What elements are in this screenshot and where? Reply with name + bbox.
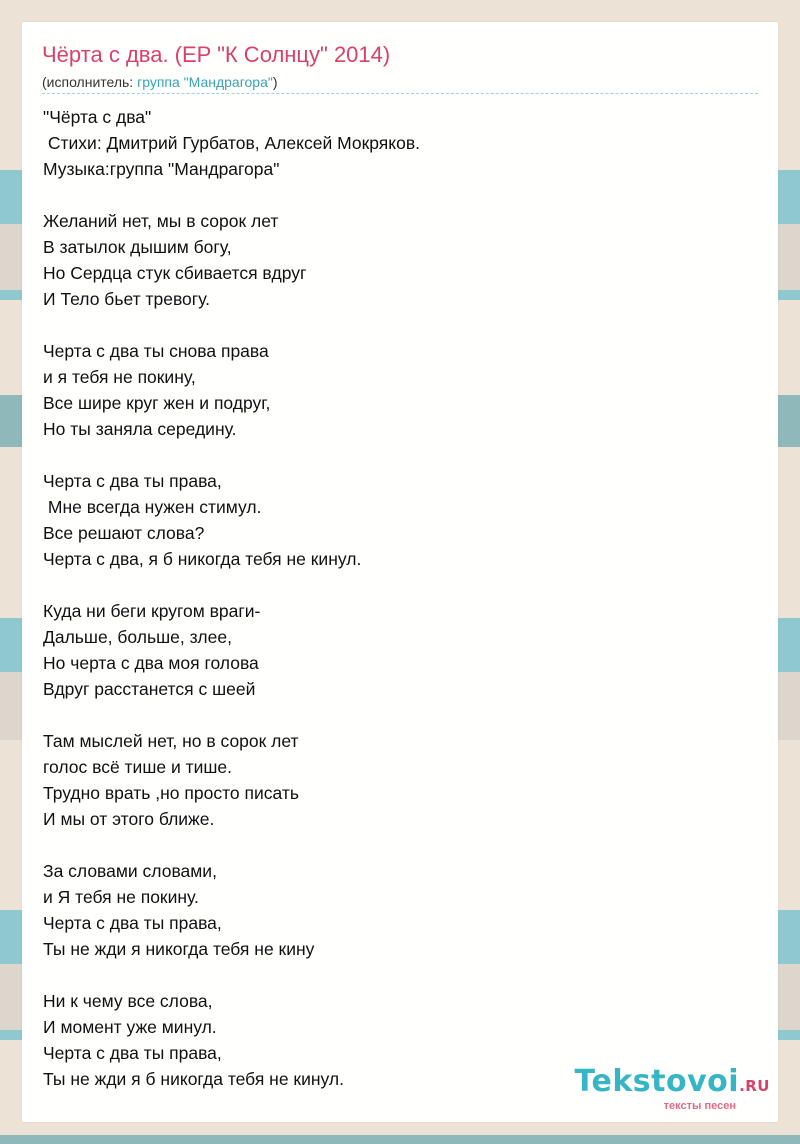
lyric-line: Мне всегда нужен стимул. — [43, 497, 262, 517]
artist-suffix: ) — [272, 74, 278, 90]
lyric-line: Музыка:группа "Мандрагора" — [43, 159, 280, 179]
lyric-line: Но черта с два моя голова — [43, 653, 259, 673]
lyric-line: И момент уже минул. — [43, 1017, 217, 1037]
lyric-line: Но Сердца стук сбивается вдруг — [43, 263, 307, 283]
lyric-line: Ни к чему все слова, — [43, 991, 213, 1011]
stanza — [43, 728, 758, 832]
lyric-line: и я тебя не покину, — [43, 367, 196, 387]
divider — [42, 93, 758, 94]
lyric-line: Все решают слова? — [43, 523, 205, 543]
logo-domain: .RU — [739, 1077, 770, 1095]
logo-wordmark — [575, 1066, 770, 1102]
lyric-line: В затылок дышим богу, — [43, 237, 232, 257]
stanza — [43, 338, 758, 442]
song-title: Чёрта с два. (EP "К Солнцу" 2014) — [42, 42, 391, 67]
lyric-line: Черта с два ты права, — [43, 471, 222, 491]
lyric-line: Ты не жди я б никогда тебя не кинул. — [43, 1069, 344, 1089]
lyric-line: И мы от этого ближе. — [43, 809, 215, 829]
lyric-line: За словами словами, — [43, 861, 217, 881]
lyric-line: Там мыслей нет, но в сорок лет — [43, 731, 299, 751]
stanza — [43, 598, 758, 702]
stanza — [43, 208, 758, 312]
lyric-line: Ты не жди я никогда тебя не кину — [43, 939, 315, 959]
stanza — [43, 104, 758, 182]
lyric-line: Желаний нет, мы в сорок лет — [43, 211, 279, 231]
lyric-line: Вдруг расстанется с шеей — [43, 679, 256, 699]
lyric-line: И Тело бьет тревогу. — [43, 289, 211, 309]
stanza — [43, 858, 758, 962]
lyric-line: Дальше, больше, злее, — [43, 627, 232, 647]
lyric-line: "Чёрта с два" — [43, 107, 152, 127]
stanza — [43, 468, 758, 572]
lyric-line: Стихи: Дмитрий Гурбатов, Алексей Мокряков. — [43, 133, 421, 153]
logo-tagline: тексты песен — [663, 1100, 736, 1112]
site-logo[interactable] — [575, 1066, 770, 1112]
lyric-line: и Я тебя не покину. — [43, 887, 199, 907]
lyric-line: Черта с два, я б никогда тебя не кинул. — [43, 549, 362, 569]
lyrics-page — [22, 22, 778, 1122]
artist-prefix: (исполнитель: — [42, 74, 138, 90]
lyric-line: голос всё тише и тише. — [43, 757, 233, 777]
lyric-line: Но ты заняла середину. — [43, 419, 237, 439]
lyric-line: Черта с два ты права, — [43, 913, 222, 933]
lyric-line: Черта с два ты снова права — [43, 341, 269, 361]
lyric-line: Трудно врать ,но просто писать — [43, 783, 299, 803]
artist-line — [42, 74, 278, 90]
lyrics-text — [43, 104, 758, 1118]
lyric-line: Все шире круг жен и подруг, — [43, 393, 271, 413]
logo-main-text: Tekstovoi — [574, 1064, 740, 1099]
artist-link[interactable]: группа "Мандрагора" — [137, 74, 273, 90]
lyric-line: Черта с два ты права, — [43, 1043, 222, 1063]
lyric-line: Куда ни беги кругом враги- — [43, 601, 261, 621]
